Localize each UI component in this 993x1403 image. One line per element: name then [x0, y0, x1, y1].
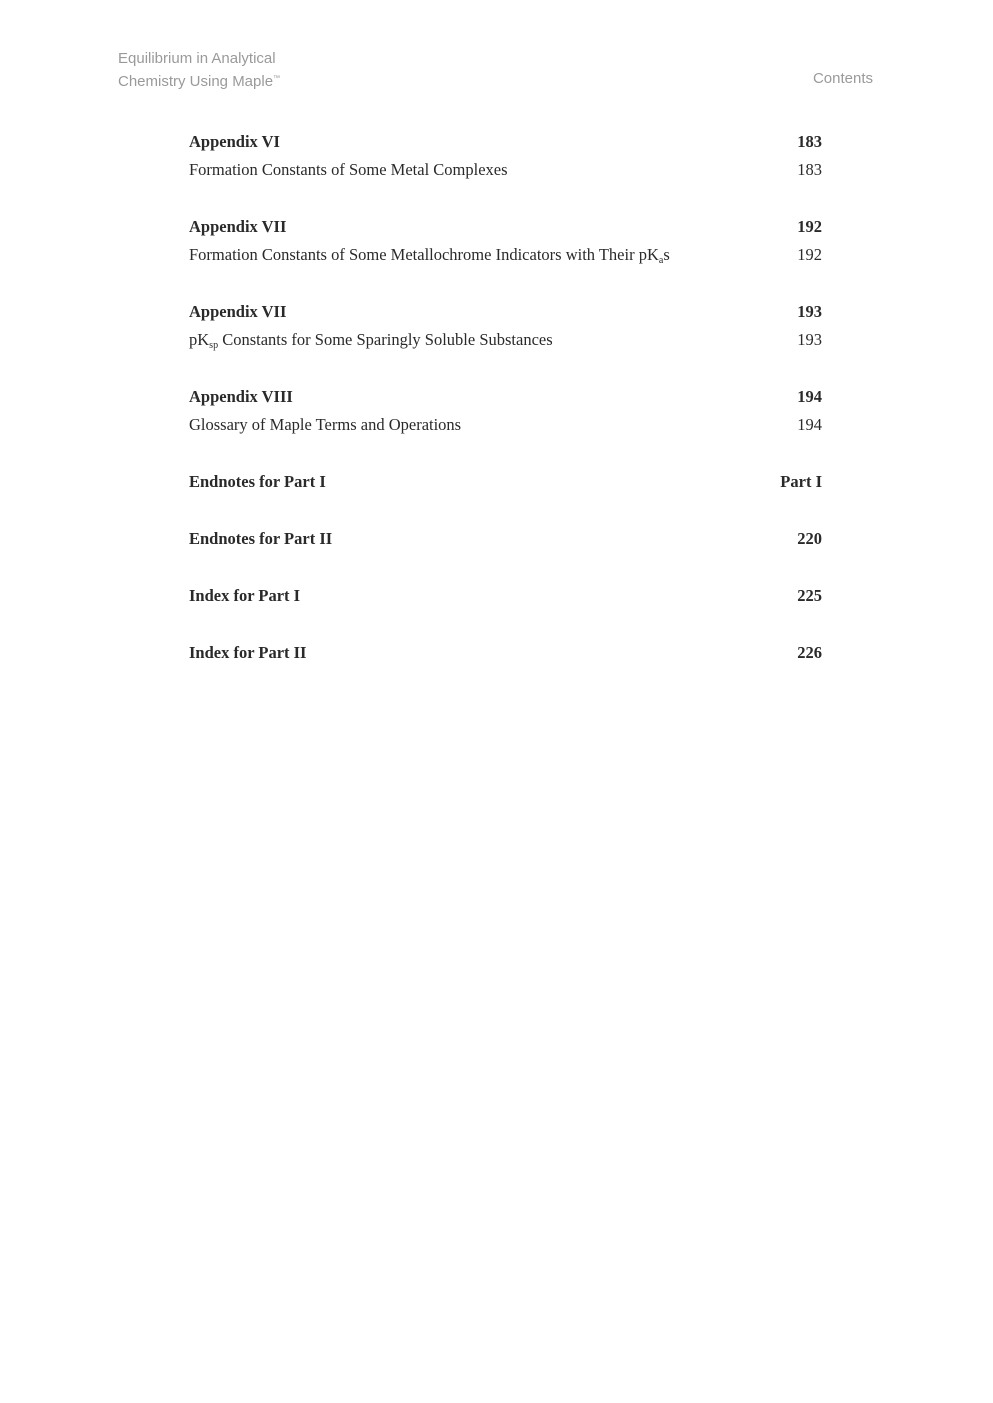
toc-entry-page: 183	[797, 160, 822, 179]
toc-entry-title: Appendix VIII	[189, 387, 293, 406]
toc-entry-page: 220	[797, 529, 822, 548]
trademark-symbol: ™	[273, 75, 281, 82]
toc-entry-appendix-viii[interactable]	[189, 383, 822, 411]
running-header-book-title	[118, 49, 280, 92]
toc-entry-appendix-vii[interactable]	[189, 213, 822, 241]
toc-group-appendix-vii-b	[189, 298, 822, 354]
running-header-section: Contents	[812, 70, 873, 87]
title-suffix: s	[663, 245, 670, 264]
book-title-line1: Equilibrium in Analytical	[118, 50, 276, 67]
toc-entry-pksp-constants[interactable]	[189, 326, 822, 354]
toc-entry-page: 225	[797, 586, 822, 605]
toc-entry-title: Endnotes for Part I	[189, 472, 326, 491]
table-of-contents	[189, 128, 822, 696]
toc-entry-title: Appendix VII	[189, 302, 287, 321]
toc-entry-title: Index for Part II	[189, 643, 307, 662]
toc-entry-title	[189, 326, 553, 354]
toc-entry-title: Appendix VI	[189, 132, 280, 151]
toc-entry-formation-metal-complexes[interactable]	[189, 156, 822, 184]
title-prefix: pK	[189, 330, 210, 349]
book-title-line2-text: Chemistry Using Maple	[118, 73, 274, 90]
toc-entry-page: 192	[797, 245, 822, 264]
toc-entry-formation-metallochrome[interactable]	[189, 241, 822, 269]
toc-group-appendix-viii	[189, 383, 822, 439]
toc-group-index-part1	[189, 582, 822, 610]
toc-entry-endnotes-part-ii[interactable]	[189, 525, 822, 553]
toc-entry-appendix-vii-second[interactable]	[189, 298, 822, 326]
toc-entry-title: Glossary of Maple Terms and Operations	[189, 415, 462, 434]
toc-group-index-part2	[189, 639, 822, 667]
toc-entry-title: Appendix VII	[189, 217, 287, 236]
toc-group-endnotes-part1	[189, 468, 822, 496]
toc-entry-page: 226	[797, 643, 822, 662]
toc-entry-endnotes-part-i[interactable]	[189, 468, 822, 496]
toc-entry-index-part-i[interactable]	[189, 582, 822, 610]
title-subscript: sp	[209, 340, 219, 351]
toc-entry-page: 194	[797, 415, 822, 434]
toc-entry-index-part-ii[interactable]	[189, 639, 822, 667]
toc-group-appendix-vi	[189, 128, 822, 184]
toc-entry-title: Endnotes for Part II	[189, 529, 333, 548]
toc-entry-appendix-vi[interactable]	[189, 128, 822, 156]
toc-entry-page: 183	[797, 132, 822, 151]
toc-entry-page: 193	[797, 302, 822, 321]
toc-entry-title	[189, 241, 670, 269]
toc-entry-page: Part I	[780, 472, 822, 491]
toc-entry-page: 192	[797, 217, 822, 236]
toc-group-endnotes-part2	[189, 525, 822, 553]
title-prefix: Formation Constants of Some Metallochrome Indicators with Their pK	[189, 245, 659, 264]
toc-entry-page: 194	[797, 387, 822, 406]
title-subscript: a	[658, 255, 664, 266]
toc-entry-glossary[interactable]	[189, 411, 822, 439]
toc-entry-title: Index for Part I	[189, 586, 301, 605]
toc-group-appendix-vii-a	[189, 213, 822, 269]
toc-entry-page: 193	[797, 330, 822, 349]
book-title-line2	[118, 69, 280, 92]
title-suffix: Constants for Some Sparingly Soluble Substances	[218, 330, 553, 349]
toc-entry-title: Formation Constants of Some Metal Complexes	[189, 160, 508, 179]
